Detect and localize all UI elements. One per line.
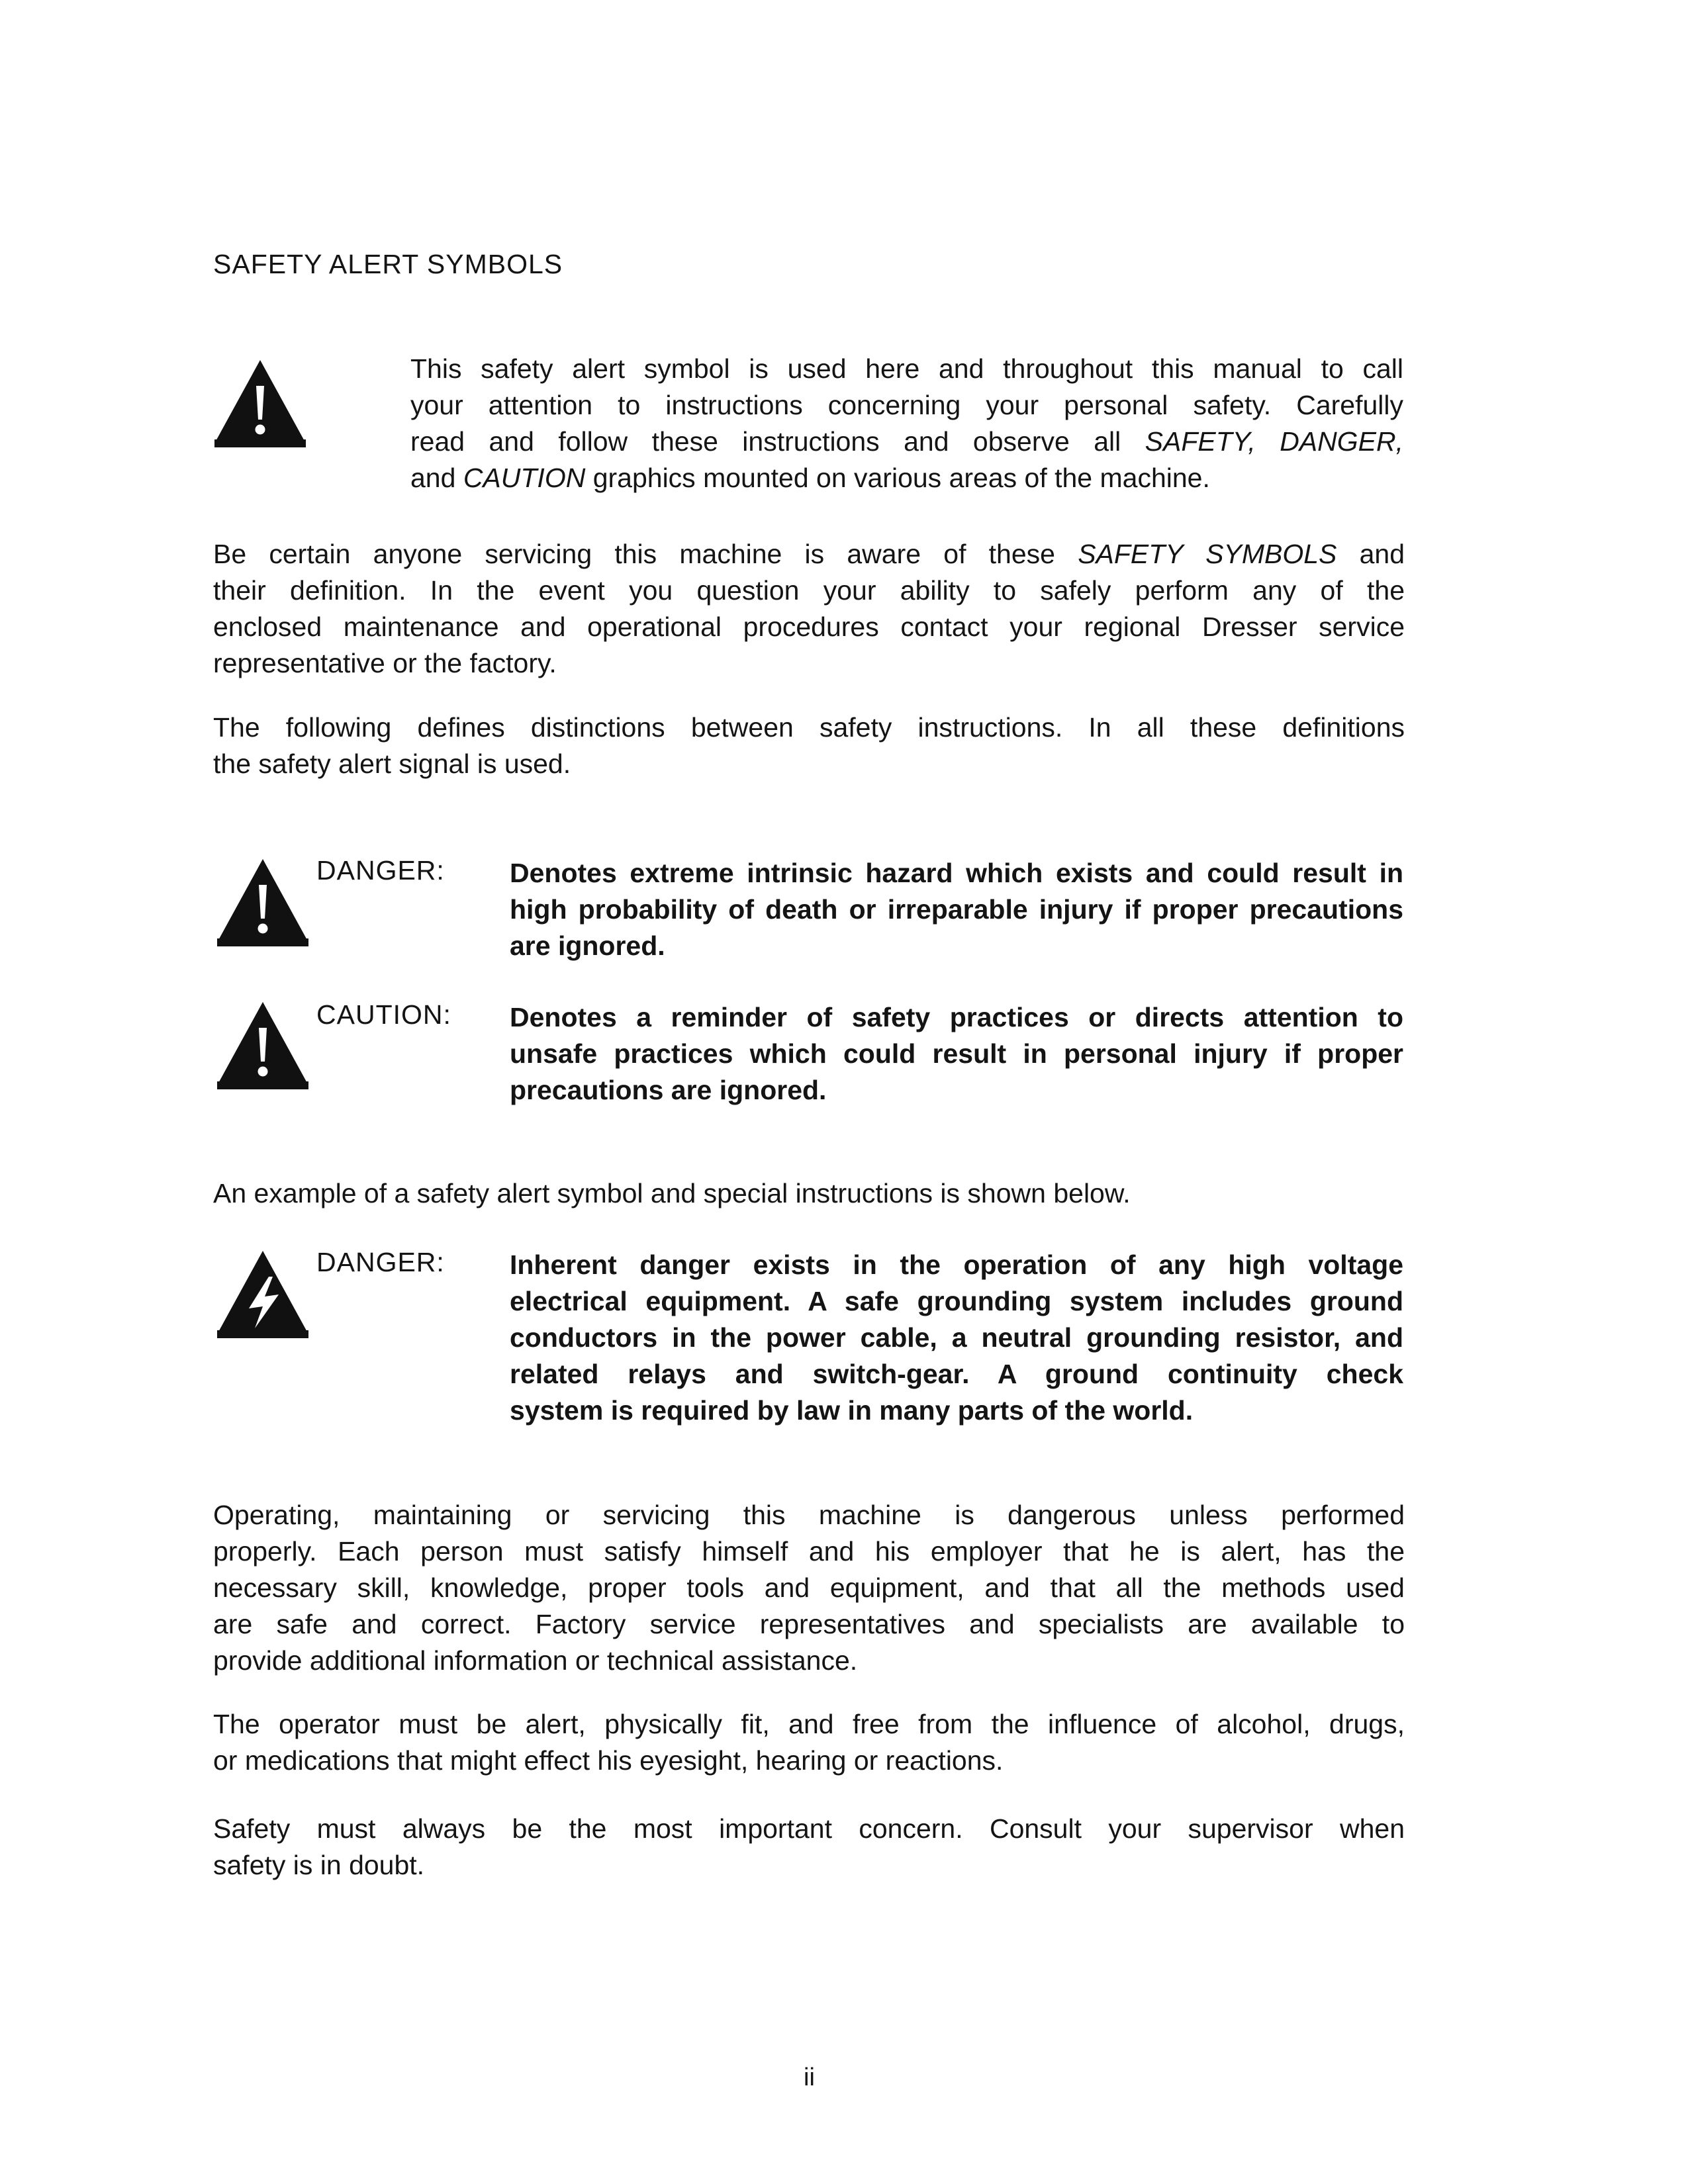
intro-line-2: your attention to instructions concerning your personal safety. Carefully [410, 390, 1403, 420]
example-line-5: system is required by law in many parts of the world. [510, 1395, 1194, 1426]
example-line-2: electrical equipment. A safe grounding system includes ground [510, 1286, 1403, 1316]
page-heading: SAFETY ALERT SYMBOLS [213, 249, 563, 279]
intro-paragraph [410, 351, 1403, 496]
para2-line-1: The following defines distinctions between safety instructions. In all these definitions [213, 712, 1405, 743]
para1-line-3: enclosed maintenance and operational procedures contact your regional Dresser service [213, 612, 1405, 642]
para4-line-1: The operator must be alert, physically fit, and free from the influence of alcohol, drugs, [213, 1709, 1405, 1739]
para2-line-2: the safety alert signal is used. [213, 749, 571, 779]
caution-warning-triangle-icon [213, 998, 312, 1097]
intro-line-3: read and follow these instructions and observe all SAFETY, DANGER, [410, 426, 1404, 457]
para5-line-2: safety is in doubt. [213, 1850, 425, 1880]
paragraph-operator [213, 1706, 1405, 1779]
para1-line-1: Be certain anyone servicing this machine is aware of these SAFETY SYMBOLS and [213, 539, 1405, 569]
caution-label: CAUTION: [316, 999, 451, 1030]
para3-line-4: are safe and correct. Factory service representatives and specialists are available to [213, 1609, 1405, 1639]
danger-line-2: high probability of death or irreparable injury if proper precautions [510, 894, 1403, 925]
intro-line-4: and CAUTION graphics mounted on various areas of the machine. [410, 463, 1210, 493]
caution-line-3: precautions are ignored. [510, 1075, 827, 1105]
para3-line-1: Operating, maintaining or servicing this machine is dangerous unless performed [213, 1500, 1405, 1530]
paragraph-operating [213, 1497, 1405, 1679]
example-intro-line: An example of a safety alert symbol and special instructions is shown below. [213, 1178, 1131, 1208]
para1-line-4: representative or the factory. [213, 648, 557, 678]
danger-warning-triangle-icon [213, 855, 312, 954]
caution-line-1: Denotes a reminder of safety practices or directs attention to [510, 1002, 1403, 1032]
caution-line-2: unsafe practices which could result in personal injury if proper [510, 1038, 1403, 1069]
example-line-4: related relays and switch-gear. A ground continuity check [510, 1359, 1403, 1389]
example-intro [213, 1175, 1405, 1212]
warning-triangle-icon [211, 356, 310, 455]
example-line-1: Inherent danger exists in the operation of any high voltage [510, 1250, 1403, 1280]
paragraph-safety-concern [213, 1811, 1405, 1884]
para3-line-2: properly. Each person must satisfy himself and his employer that he is alert, has the [213, 1536, 1405, 1567]
example-line-3: conductors in the power cable, a neutral grounding resistor, and [510, 1322, 1403, 1353]
para4-line-2: or medications that might effect his eyesight, hearing or reactions. [213, 1745, 1004, 1776]
para5-line-1: Safety must always be the most important concern. Consult your supervisor when [213, 1813, 1405, 1844]
danger-line-3: are ignored. [510, 931, 665, 961]
danger-definition [510, 855, 1403, 964]
example-danger-definition [510, 1247, 1403, 1429]
para3-line-5: provide additional information or technical assistance. [213, 1645, 858, 1676]
intro-line-1: This safety alert symbol is used here and throughout this manual to call [410, 353, 1403, 384]
danger-line-1: Denotes extreme intrinsic hazard which exists and could result in [510, 858, 1403, 888]
paragraph-awareness [213, 536, 1405, 682]
para3-line-3: necessary skill, knowledge, proper tools and equipment, and that all the methods used [213, 1572, 1405, 1603]
para1-line-2: their definition. In the event you question your ability to safely perform any of the [213, 575, 1405, 606]
example-danger-label: DANGER: [316, 1247, 445, 1277]
high-voltage-triangle-icon [213, 1247, 312, 1346]
caution-definition [510, 999, 1403, 1109]
danger-label: DANGER: [316, 855, 445, 886]
paragraph-definitions [213, 709, 1405, 782]
page-number: ii [804, 2064, 815, 2091]
